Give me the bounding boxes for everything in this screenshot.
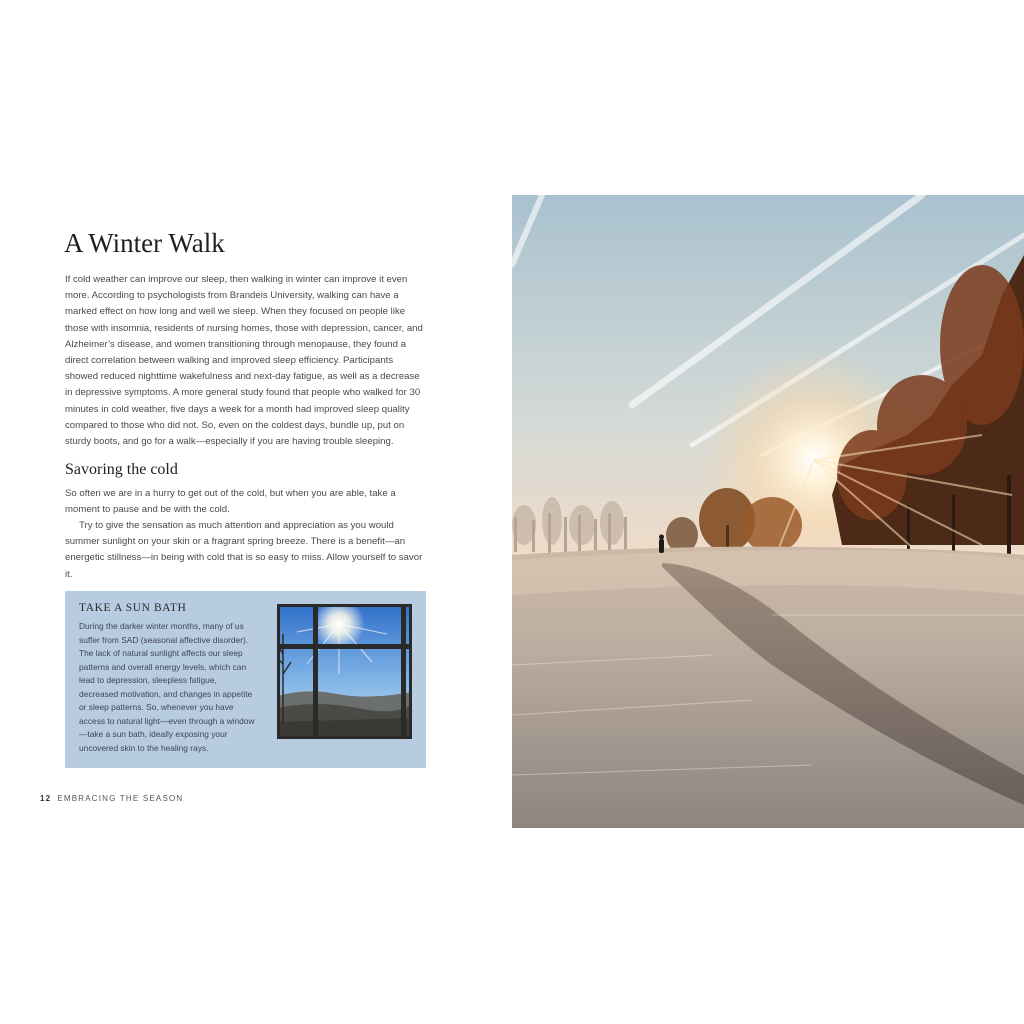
page-number: 12 — [40, 794, 52, 803]
sun-bath-sidebar — [65, 591, 426, 768]
paragraph-savoring-2: Try to give the sensation as much attention and appreciation as you would summer sunlight on your skin or a fragrant spring breeze. There is a benefit—an energetic stillness—in being with cold that is so easy to miss. Allow yourself to savor it. — [65, 520, 423, 580]
sidebar-title: TAKE A SUN BATH — [79, 602, 187, 614]
page-title: A Winter Walk — [64, 228, 225, 258]
window-sunlight-photo — [277, 604, 412, 739]
page-footer — [40, 794, 183, 803]
paragraph-savoring-1: So often we are in a hurry to get out of the cold, but when you are able, take a moment to pause and be with the cold. — [65, 488, 396, 516]
running-head: EMBRACING THE SEASON — [57, 794, 184, 803]
winter-field-photo — [512, 195, 1024, 828]
sidebar-text: During the darker winter months, many of us suffer from SAD (seasonal affective disorder). The lack of natural sunlight affects our sleep patterns and overall energy levels, which can lead to depression, sleepless fatigue, decreased motivation, and changes in appetite or sleep patterns. So, whenever you have access to natural light—even through a window—take a sun bath, ideally exposing your uncovered skin to the healing rays. — [79, 621, 255, 753]
section-subheading: Savoring the cold — [65, 461, 178, 478]
intro-paragraph: If cold weather can improve our sleep, then walking in winter can improve it even more. According to psychologists from Brandeis University, walking can have a marked effect on how long and well we sleep. When they focused on people like those with insomnia, residents of nursing homes, those with depression, cancer, and Alzheimer’s disease, and women transitioning through menopause, they found a direct correlation between walking and improved sleep efficiency. Participants showed reduced nighttime wakefulness and next-day fatigue, as well as a decrease in depressive symptoms. A more general study found that people who walked for 30 minutes in cold weather, five days a week for a month had improved sleep quality compared to those who did not. So, even on the coldest days, bundle up, put on sturdy boots, and go for a walk—especially if you are having trouble sleeping. — [65, 274, 423, 448]
